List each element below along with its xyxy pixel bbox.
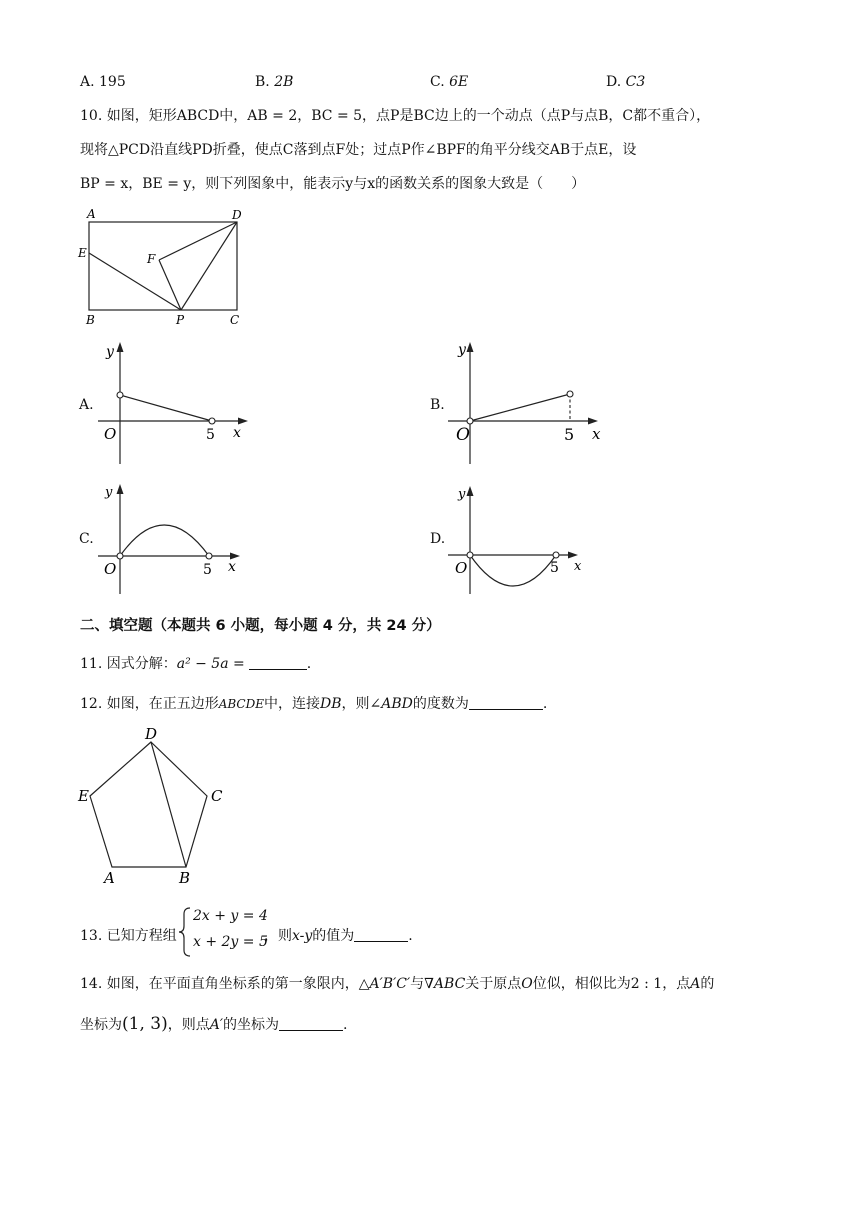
q11: 11. 因式分解：a² − 5a = . (80, 656, 312, 672)
label-a: A (87, 207, 96, 221)
pentagon-abcde (90, 742, 207, 867)
graph-option-a-label: A. (79, 397, 94, 413)
svg-text:C: C (211, 787, 223, 805)
q11-answer-blank (249, 655, 307, 670)
svg-text:5: 5 (206, 427, 215, 443)
section-heading: 二、填空题（本题共 6 小题，每小题 4 分，共 24 分） (80, 618, 441, 634)
svg-text:O: O (456, 425, 470, 445)
svg-text:y: y (106, 344, 114, 360)
svg-text:x: x (592, 425, 601, 443)
svg-text:5: 5 (203, 562, 212, 578)
svg-text:B: B (179, 869, 191, 887)
q13-eq1: 2x + y = 4 (193, 908, 268, 924)
q9-option-c: C. 6E (430, 74, 469, 90)
svg-text:x: x (574, 559, 582, 574)
q10-line-2: 现将△PCD沿直线PD折叠，使点C落到点F处；过点P作∠BPF的角平分线交AB于点E，设 (80, 142, 637, 158)
label-d: D (232, 208, 242, 222)
q14-line-1: 14. 如图，在平面直角坐标系的第一象限内，△A′B′C′与∇ABC关于原点O位似，相似比为2 : 1，点A的 (80, 976, 715, 992)
q10-line-1: 10. 如图，矩形ABCD中，AB = 2，BC = 5，点P是BC边上的一个动点（点P与点B，C都不重合）， (80, 108, 711, 124)
svg-text:x: x (228, 559, 236, 575)
q10-line-3: BP = x，BE = y，则下列图象中，能表示y与x的函数关系的图象大致是（ ） (80, 176, 586, 192)
graph-option-d-label: D. (430, 531, 446, 547)
graph-option-b-label: B. (430, 397, 445, 413)
q9-option-a: A. 195 (80, 74, 126, 90)
svg-text:5: 5 (564, 425, 575, 444)
svg-text:x: x (233, 425, 241, 441)
q9-option-d: D. C3 (606, 74, 646, 90)
q13-tail: ，则x-y的值为 . (264, 928, 413, 944)
q14-line-2: 坐标为(1, 3)，则点A′的坐标为 . (80, 1014, 348, 1034)
svg-text:5: 5 (550, 560, 559, 576)
svg-text:y: y (458, 487, 466, 502)
q12: 12. 如图，在正五边形ABCDE中，连接DB，则∠ABD的度数为 . (80, 696, 548, 712)
graph-a (96, 338, 256, 468)
label-e: E (78, 246, 87, 260)
q13-prefix: 13. 已知方程组 (80, 928, 177, 944)
svg-text:D: D (145, 725, 158, 743)
q12-answer-blank (469, 695, 543, 710)
label-p: P (176, 313, 185, 327)
q13-eq2: x + 2y = 5 (193, 934, 268, 950)
svg-text:y: y (458, 342, 466, 358)
q14-answer-blank (279, 1016, 343, 1031)
svg-text:A: A (104, 869, 115, 887)
graph-b (446, 338, 606, 468)
svg-text:O: O (455, 559, 468, 577)
q9-option-b: B. 2B (255, 74, 294, 90)
label-f: F (147, 252, 156, 266)
segment-ep (89, 253, 181, 310)
label-c: C (230, 313, 240, 327)
segment-db (151, 742, 186, 867)
svg-text:y: y (105, 485, 113, 500)
label-b: B (86, 313, 95, 327)
svg-text:O: O (104, 560, 117, 578)
svg-text:O: O (104, 425, 117, 443)
system-brace (178, 906, 192, 958)
graph-option-c-label: C. (79, 531, 94, 547)
svg-text:E: E (78, 787, 89, 805)
graph-d (446, 478, 606, 598)
q13-answer-blank (354, 927, 408, 942)
rectangle-abcd (89, 222, 237, 310)
graph-c (96, 478, 256, 598)
q10-rectangle-figure (76, 206, 256, 330)
q12-pentagon-figure (76, 724, 236, 888)
